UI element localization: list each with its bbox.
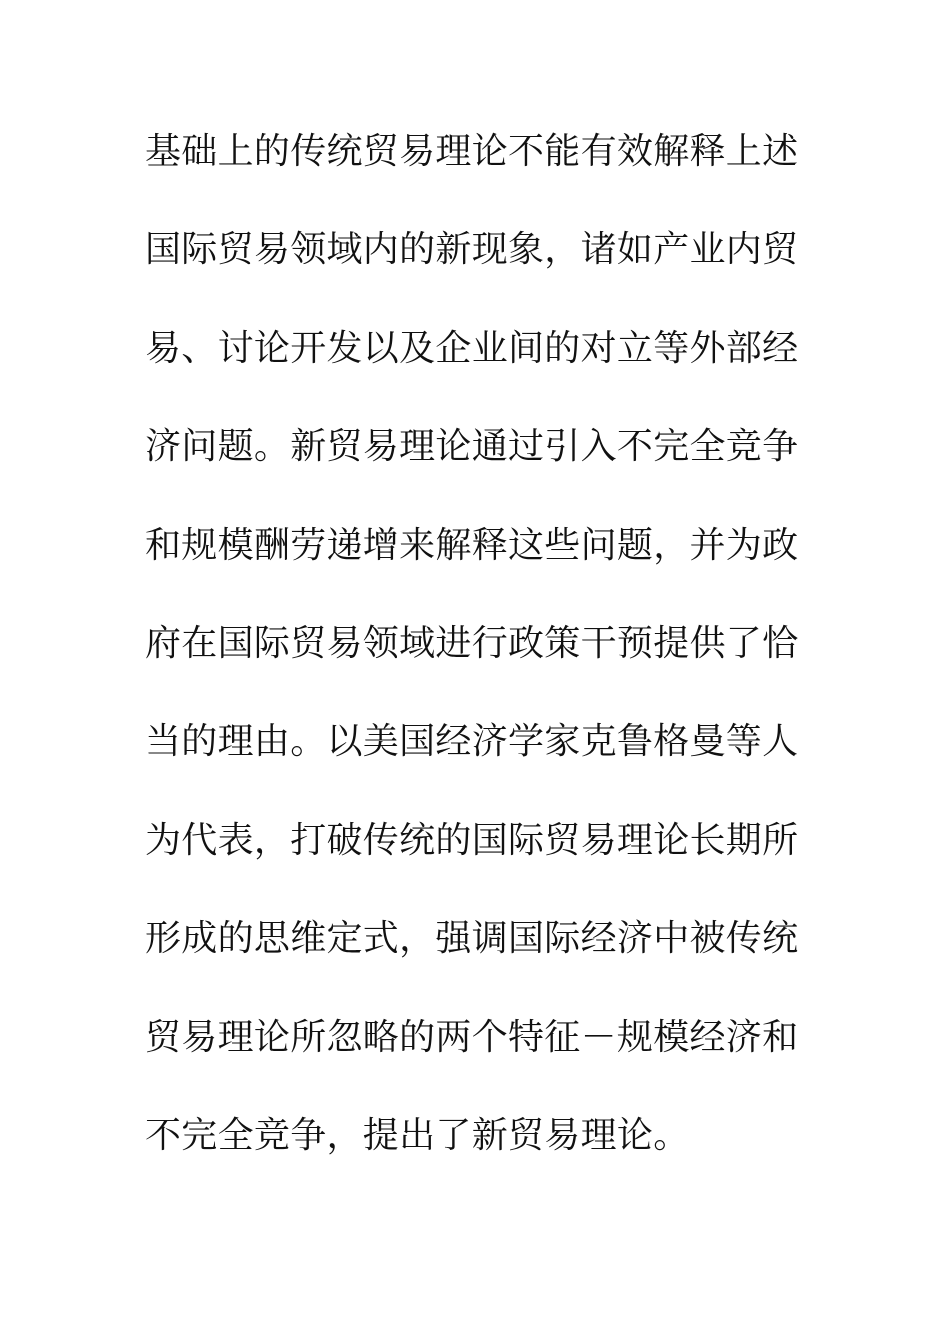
text-line: 贸易理论所忽略的两个特征－规模经济和 [145,1016,799,1058]
body-paragraph [145,126,799,1208]
text-line: 当的理由。以美国经济学家克鲁格曼等人 [145,721,799,763]
text-line: 不完全竞争，提出了新贸易理论。 [145,1114,690,1156]
text-line: 易、讨论开发以及企业间的对立等外部经 [145,327,799,369]
text-line: 济问题。新贸易理论通过引入不完全竞争 [145,426,799,468]
text-line: 国际贸易领域内的新现象，诸如产业内贸 [145,229,799,271]
text-line: 府在国际贸易领域进行政策干预提供了恰 [145,622,799,664]
text-line: 形成的思维定式，强调国际经济中被传统 [145,918,799,960]
text-line: 和规模酬劳递增来解释这些问题，并为政 [145,524,799,566]
text-line: 基础上的传统贸易理论不能有效解释上述 [145,131,799,172]
text-line: 为代表，打破传统的国际贸易理论长期所 [145,819,799,861]
